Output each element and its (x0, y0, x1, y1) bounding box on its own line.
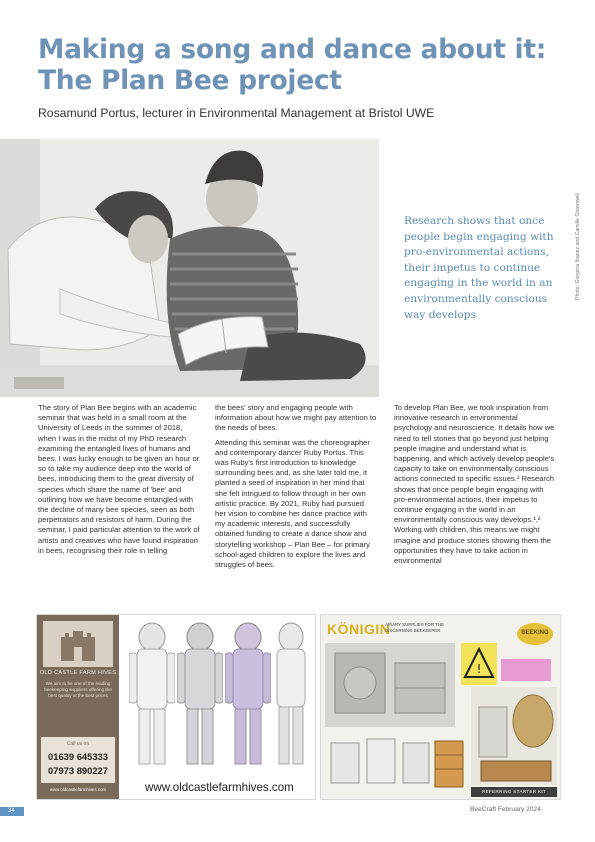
warning-sign-icon (461, 643, 497, 685)
paragraph: the bees' story and engaging people with information about how we might pay attention to the needs of bees. (215, 403, 377, 433)
castle-logo-icon (43, 621, 113, 667)
ad-blurb: We aim to be one of the leading beekeeping suppliers offering the best quality at the best prices (44, 681, 112, 699)
honey-tanks-icon (327, 735, 467, 793)
bee-suit-smock-icon (271, 621, 311, 771)
advertisement-strip (36, 614, 559, 798)
dancers-reading-photo (0, 139, 379, 397)
bee-suit-grey-icon (177, 621, 223, 771)
ad-company-name: OLD CASTLE FARM HIVES (39, 670, 117, 676)
pink-product-box (501, 659, 551, 681)
ad-tagline: APIARY SUPPLIES FOR THE DISCERNING BEEKEEPER (385, 622, 445, 633)
konigin-ad[interactable] (320, 614, 561, 800)
article-column-2 (215, 403, 377, 574)
article-title-line-1: Making a song and dance about it: (38, 34, 547, 65)
ad-website-small[interactable]: www.oldcastlefarmhives.com (49, 787, 107, 792)
article-column-1 (38, 403, 200, 560)
photo-credit: Photo: Giorgina Ibanez and Camille Greenwell (575, 193, 581, 300)
bee-suit-lilac-icon (225, 621, 271, 771)
article-byline: Rosamund Portus, lecturer in Environmental Management at Bristol UWE (38, 106, 435, 120)
ad-phone-box (41, 737, 115, 783)
ad-banner (471, 787, 557, 797)
page-number: 34 (0, 807, 24, 816)
extractor-machine-icon (325, 643, 455, 727)
svg-text:!: ! (476, 662, 482, 676)
paragraph: Attending this seminar was the choreographer and contemporary dancer Ruby Portus. This was Ruby's first introduction to knowledge surrounding bees and, as she later told me, it planted a seed of inspiration in her mind that she felt intrigued to follow through in her own artistic practice. By 2021, Ruby had pursued her vision to combine her dance practice with my academic interests, and successfully obtained funding to create a dance show and storytelling workshop – Plan Bee – for primary school-aged children to explore the lives and struggles of bees. (215, 437, 370, 570)
ad-banner-text: REFERRING STARTER KIT (481, 789, 547, 794)
ad-phone-2[interactable]: 07973 890227 (48, 765, 108, 776)
article-photo (0, 139, 379, 397)
article-column-3 (394, 403, 557, 570)
badge-label: BEEKING (521, 630, 549, 636)
ad-website[interactable]: www.oldcastlefarmhives.com (145, 781, 294, 794)
ad-phone-1[interactable]: 01639 645333 (48, 751, 108, 762)
ad-brand: KÖNIGIN (327, 621, 391, 637)
paragraph: The story of Plan Bee begins with an academic seminar that was held in a small room at the University of Leeds in the summer of 2018, when I was in the midst of my PhD research examining the entangled lives of humans and bees. I was lucky enough to be given an hour or so to take my audience deep into the world of bees, introducing them to the great diversity of species which share the name of 'bee' and outlining how we have become entangled with the decline of many bee species, seen as both perpetrators and resistors of harm. During the seminar, I paid particular attention to the work of artists and creatives who have found inspiration in bees, recognising their role in telling (38, 403, 200, 555)
ad-sidebar (37, 615, 119, 799)
pull-quote: Research shows that once people begin engaging with pro-environmental actions, their impetus to continue engaging in the world in an environmentally conscious way develops (404, 215, 554, 321)
magazine-footer: BeeCraft February 2024 (470, 806, 541, 813)
oldcastle-farm-hives-ad[interactable] (36, 614, 316, 800)
ad-call-label: Call us on (66, 741, 90, 747)
article-title-line-2: The Plan Bee project (38, 65, 342, 96)
bee-suit-white-icon (129, 621, 175, 771)
beeking-badge (517, 623, 553, 645)
article-title (38, 34, 558, 96)
hive-equipment-icon (471, 687, 557, 785)
paragraph: To develop Plan Bee, we took inspiration from innovative research in environmental psychology and neuroscience. It details how we need to tell stories that go beyond just helping people imagine and understand what is happening, and which actively develop people's capacity to take on environmentally conscious actions connected to specific issues.¹ Research shows that once people begin engaging with pro-environmental actions, their impetus to continue engaging in the world in an environmentally conscious way develops.¹,² Working with children, this means we might imagine and produce stories showing them the opportunities they have to take action in environmental (394, 403, 555, 566)
